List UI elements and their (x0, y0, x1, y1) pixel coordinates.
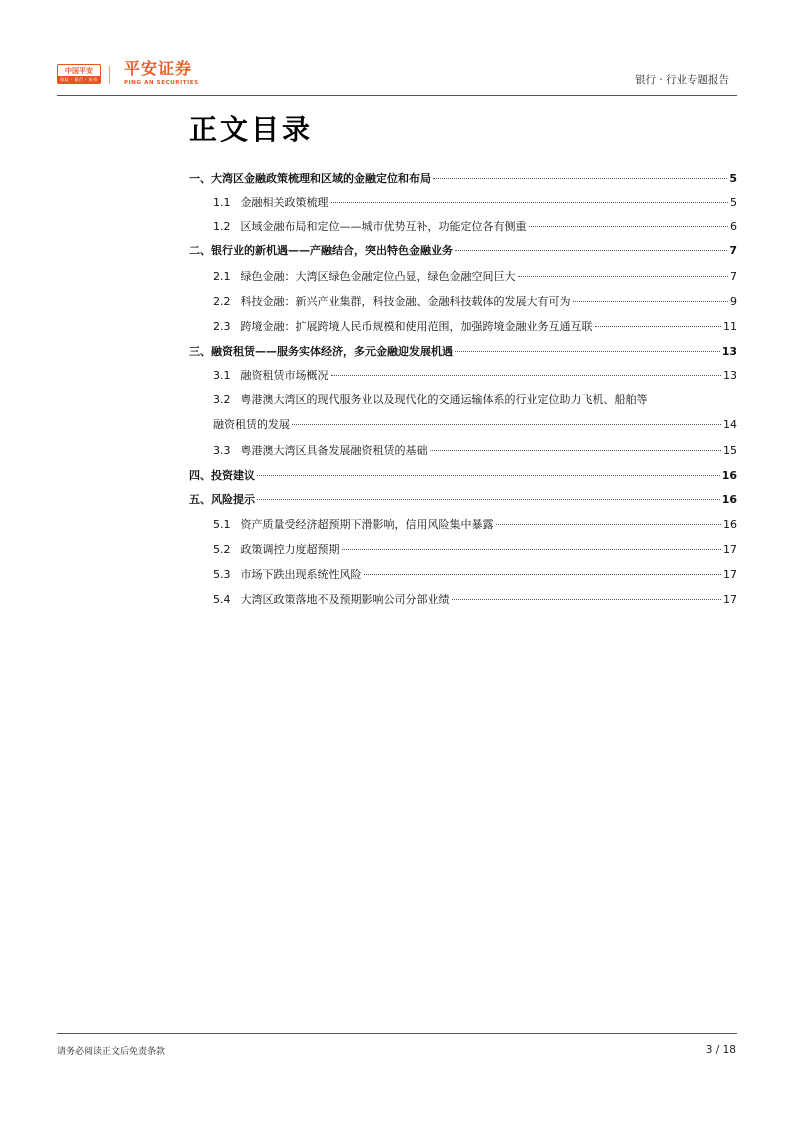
logo-top-text: 中国平安 (65, 67, 93, 75)
toc-entry-number: 5.4 (213, 593, 231, 606)
toc-entry[interactable] (189, 443, 737, 459)
toc-leader-dots (518, 276, 729, 277)
toc-entry[interactable] (189, 294, 737, 310)
toc-leader-dots (292, 424, 721, 425)
brand-name-en: PING AN SECURITIES (124, 80, 199, 86)
toc-entry-number: 2.2 (213, 295, 231, 308)
toc-entry[interactable] (189, 542, 737, 558)
footer-divider (57, 1033, 737, 1034)
toc-leader-dots (331, 202, 729, 203)
toc-entry[interactable] (189, 517, 737, 533)
toc-entry-label: 跨境金融：扩展跨境人民币规模和使用范围，加强跨境金融业务互通互联 (240, 320, 593, 333)
toc-leader-dots (455, 351, 720, 352)
toc-entry-label: 区域金融布局和定位——城市优势互补，功能定位各有侧重 (240, 220, 527, 233)
toc-leader-dots (257, 475, 720, 476)
toc-leader-dots (257, 499, 720, 500)
toc-leader-dots (430, 450, 722, 451)
page-header (57, 58, 737, 96)
toc-leader-dots (364, 574, 722, 575)
toc-leader-dots (496, 524, 722, 525)
toc-leader-dots (573, 301, 729, 302)
toc-entry-page: 15 (723, 444, 737, 457)
toc-entry-page: 7 (729, 244, 737, 257)
toc-entry-page: 5 (729, 172, 737, 185)
toc-entry-label: 四、投资建议 (189, 469, 255, 482)
brand-logo (124, 60, 199, 87)
toc-entry-label: 大湾区政策落地不及预期影响公司分部业绩 (240, 593, 450, 606)
toc-entry-page: 9 (730, 295, 737, 308)
disclaimer-note: 请务必阅读正文后免责条款 (57, 1047, 166, 1057)
page-title: 正文目录 (189, 113, 314, 146)
toc-entry-number: 2.3 (213, 320, 231, 333)
toc-entry-label: 科技金融：新兴产业集群，科技金融、金融科技载体的发展大有可为 (240, 295, 571, 308)
toc-entry[interactable] (189, 319, 737, 335)
toc-entry[interactable] (213, 417, 737, 433)
ping-an-group-logo (57, 64, 101, 84)
toc-entry-label: 融资租赁的发展 (213, 418, 290, 431)
toc-entry[interactable] (189, 344, 737, 360)
toc-entry[interactable] (189, 468, 737, 484)
toc-entry-page: 11 (723, 320, 737, 333)
toc-entry-page: 16 (723, 518, 737, 531)
toc-entry-page: 16 (721, 493, 737, 506)
toc-entry[interactable] (189, 567, 737, 583)
toc-entry-label: 绿色金融：大湾区绿色金融定位凸显，绿色金融空间巨大 (240, 270, 516, 283)
toc-entry-page: 6 (730, 220, 737, 233)
page-indicator: 3 / 18 (705, 1044, 736, 1056)
toc-entry-page: 13 (723, 369, 737, 382)
toc-entry-page: 17 (723, 568, 737, 581)
toc-entry-label: 金融相关政策梳理 (240, 196, 329, 209)
toc-entry-number: 1.2 (213, 220, 231, 233)
toc-entry[interactable] (189, 492, 737, 508)
toc-leader-dots (452, 599, 722, 600)
logo-bar-text: 保险 · 银行 · 投资 (58, 76, 100, 83)
toc-entry-page: 7 (730, 270, 737, 283)
toc-entry-number: 2.1 (213, 270, 231, 283)
toc-entry-label: 粤港澳大湾区的现代服务业以及现代化的交通运输体系的行业定位助力飞机、船舶等 (240, 393, 648, 406)
toc-entry[interactable] (189, 269, 737, 285)
toc-entry-page: 14 (723, 418, 737, 431)
toc-leader-dots (331, 375, 722, 376)
toc-entry[interactable] (189, 592, 737, 608)
toc-entry[interactable] (189, 195, 737, 211)
toc-entry-number: 5.2 (213, 543, 231, 556)
toc-entry[interactable] (189, 171, 737, 187)
toc-entry-label: 五、风险提示 (189, 493, 255, 506)
toc-entry-page: 17 (723, 543, 737, 556)
brand-name-cn: 平安证券 (124, 59, 193, 78)
toc-leader-dots (433, 178, 727, 179)
toc-entry-page: 16 (721, 469, 737, 482)
toc-entry-page: 5 (730, 196, 737, 209)
toc-entry-label: 一、大湾区金融政策梳理和区域的金融定位和布局 (189, 172, 431, 185)
header-divider (57, 95, 737, 96)
logo-divider (109, 66, 110, 84)
toc-entry-number: 1.1 (213, 196, 231, 209)
toc-entry-first-line[interactable] (213, 392, 737, 408)
toc-entry[interactable] (189, 219, 737, 235)
toc-entry-number: 5.3 (213, 568, 231, 581)
toc-entry-number: 5.1 (213, 518, 231, 531)
toc-entry-label: 二、银行业的新机遇——产融结合，突出特色金融业务 (189, 244, 453, 257)
toc-entry-number: 3.3 (213, 444, 231, 457)
toc-entry-page: 13 (721, 345, 737, 358)
toc-leader-dots (342, 549, 722, 550)
toc-entry-page: 17 (723, 593, 737, 606)
toc-entry-number: 3.2 (213, 393, 231, 406)
toc-leader-dots (455, 250, 727, 251)
toc-entry-label: 融资租赁市场概况 (240, 369, 329, 382)
toc-leader-dots (529, 226, 729, 227)
toc-entry-label: 粤港澳大湾区具备发展融资租赁的基础 (240, 444, 428, 457)
toc-entry[interactable] (189, 243, 737, 259)
toc-entry-label: 三、融资租赁——服务实体经济，多元金融迎发展机遇 (189, 345, 453, 358)
toc-entry-label: 政策调控力度超预期 (240, 543, 340, 556)
report-type: 银行 · 行业专题报告 (634, 74, 729, 86)
toc-entry[interactable] (189, 368, 737, 384)
toc-entry-number: 3.1 (213, 369, 231, 382)
toc-entry-label: 市场下跌出现系统性风险 (240, 568, 362, 581)
toc-leader-dots (595, 326, 722, 327)
toc-entry-label: 资产质量受经济超预期下滑影响，信用风险集中暴露 (240, 518, 494, 531)
